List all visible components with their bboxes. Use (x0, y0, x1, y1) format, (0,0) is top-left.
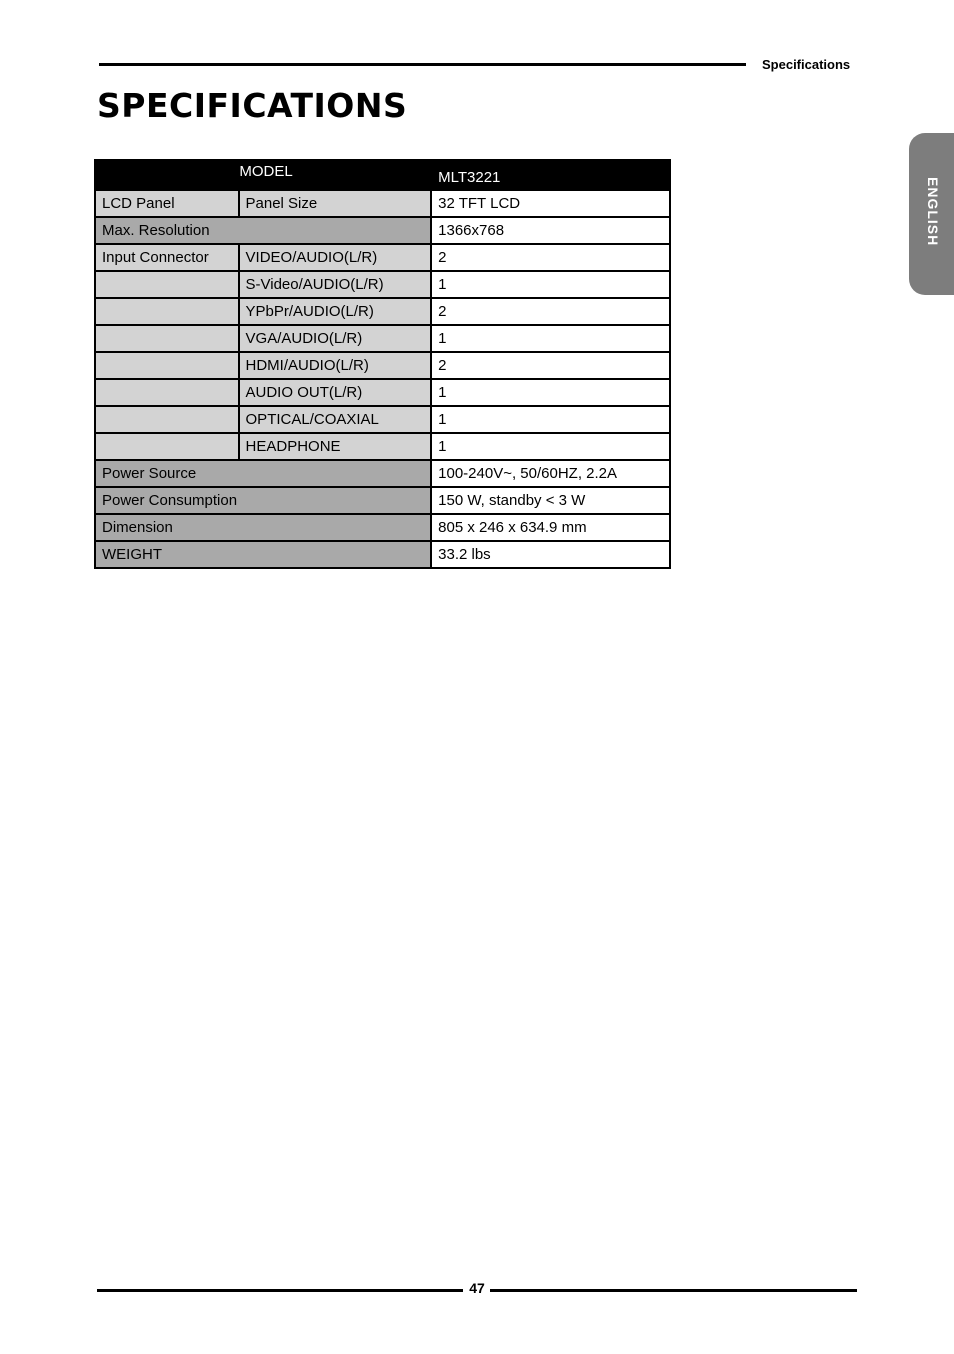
row-item: VIDEO/AUDIO(L/R) (239, 244, 432, 271)
table-row (95, 217, 670, 244)
row-category (95, 271, 239, 298)
row-value: 150 W, standby < 3 W (431, 487, 670, 514)
header-rule (99, 63, 746, 66)
row-category (95, 298, 239, 325)
table-row (95, 298, 670, 325)
row-item: AUDIO OUT(L/R) (239, 379, 432, 406)
row-item: HDMI/AUDIO(L/R) (239, 352, 432, 379)
row-value: 2 (431, 298, 670, 325)
table-row (95, 325, 670, 352)
row-value: 1 (431, 433, 670, 460)
row-category: Dimension (95, 514, 431, 541)
row-value: 1 (431, 325, 670, 352)
table-row (95, 190, 670, 217)
language-tab-label: ENGLISH (925, 177, 941, 247)
footer-rule-right (490, 1289, 857, 1292)
table-row (95, 379, 670, 406)
running-header: Specifications (762, 57, 851, 72)
row-category: Input Connector (95, 244, 239, 271)
page-number: 47 (469, 1280, 485, 1296)
row-category: Power Consumption (95, 487, 431, 514)
table-row (95, 433, 670, 460)
row-category (95, 352, 239, 379)
model-header-label: MODEL (95, 160, 431, 190)
row-value: 32 TFT LCD (431, 190, 670, 217)
page-title: SPECIFICATIONS (97, 86, 408, 125)
table-row (95, 541, 670, 568)
row-category: LCD Panel (95, 190, 239, 217)
row-category (95, 325, 239, 352)
row-item: HEADPHONE (239, 433, 432, 460)
row-value: 33.2 lbs (431, 541, 670, 568)
table-row (95, 352, 670, 379)
row-item: Panel Size (239, 190, 432, 217)
footer-rule-left (97, 1289, 463, 1292)
row-value: 1 (431, 271, 670, 298)
row-category (95, 406, 239, 433)
table-row (95, 460, 670, 487)
row-item: VGA/AUDIO(L/R) (239, 325, 432, 352)
row-category: Power Source (95, 460, 431, 487)
table-header-row (95, 160, 670, 190)
model-header-value: MLT3221 (431, 160, 670, 190)
row-value: 1 (431, 379, 670, 406)
row-value: 1 (431, 406, 670, 433)
table-row (95, 487, 670, 514)
row-item: YPbPr/AUDIO(L/R) (239, 298, 432, 325)
table-row (95, 406, 670, 433)
row-value: 805 x 246 x 634.9 mm (431, 514, 670, 541)
table-row (95, 514, 670, 541)
table-row (95, 271, 670, 298)
row-value: 2 (431, 352, 670, 379)
specifications-table (94, 159, 671, 569)
row-value: 1366x768 (431, 217, 670, 244)
row-item: OPTICAL/COAXIAL (239, 406, 432, 433)
row-category: Max. Resolution (95, 217, 431, 244)
row-category: WEIGHT (95, 541, 431, 568)
row-item: S-Video/AUDIO(L/R) (239, 271, 432, 298)
row-category (95, 379, 239, 406)
row-value: 100-240V~, 50/60HZ, 2.2A (431, 460, 670, 487)
row-value: 2 (431, 244, 670, 271)
row-category (95, 433, 239, 460)
table-row (95, 244, 670, 271)
